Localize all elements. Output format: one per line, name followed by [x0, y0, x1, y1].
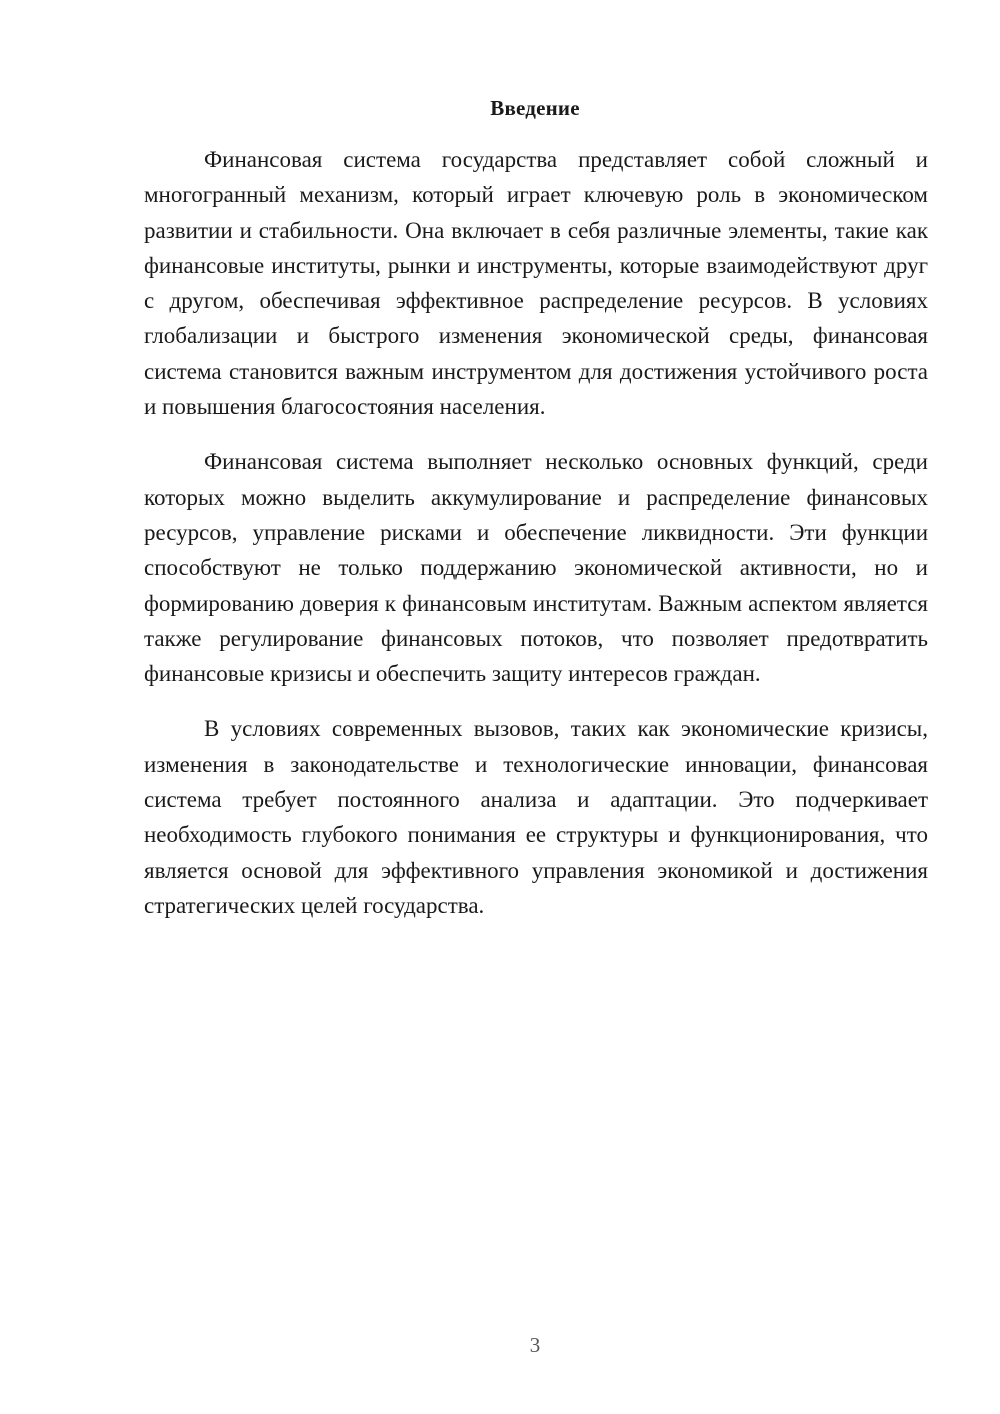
paragraph-1: Финансовая система государства представляет собой сложный и многогранный механизм, который играет ключевую роль в экономическом развитии и стабильности. Она включает в себя различные элементы, такие как финансовые институты, рынки и инструменты, которые взаимодействуют друг с другом, обеспечивая эффективное распределение ресурсов. В условиях глобализации и быстрого изменения экономической среды, финансовая система становится важным инструментом для достижения устойчивого роста и повышения благосостояния населения. [144, 147, 928, 420]
page-number: 3 [529, 1333, 541, 1357]
paragraph-3: В условиях современных вызовов, таких как экономические кризисы, изменения в законодательстве и технологические инновации, финансовая система требует постоянного анализа и адаптации. Это подчеркивает необходимость глубокого понимания ее структуры и функционирования, что является основой для эффективного управления экономикой и достижения стратегических целей государства. [144, 716, 928, 918]
body-text [144, 142, 928, 943]
paragraph-2: Финансовая система выполняет несколько основных функций, среди которых можно выделить аккумулирование и распределение финансовых ресурсов, управление рисками и обеспечение ликвидности. Эти функции способствуют не только поддержанию экономической активности, но и формированию доверия к финансовым институтам. Важным аспектом является также регулирование финансовых потоков, что позволяет предотвратить финансовые кризисы и обеспечить защиту интересов граждан. [144, 449, 928, 687]
page-title: Введение [490, 96, 580, 120]
